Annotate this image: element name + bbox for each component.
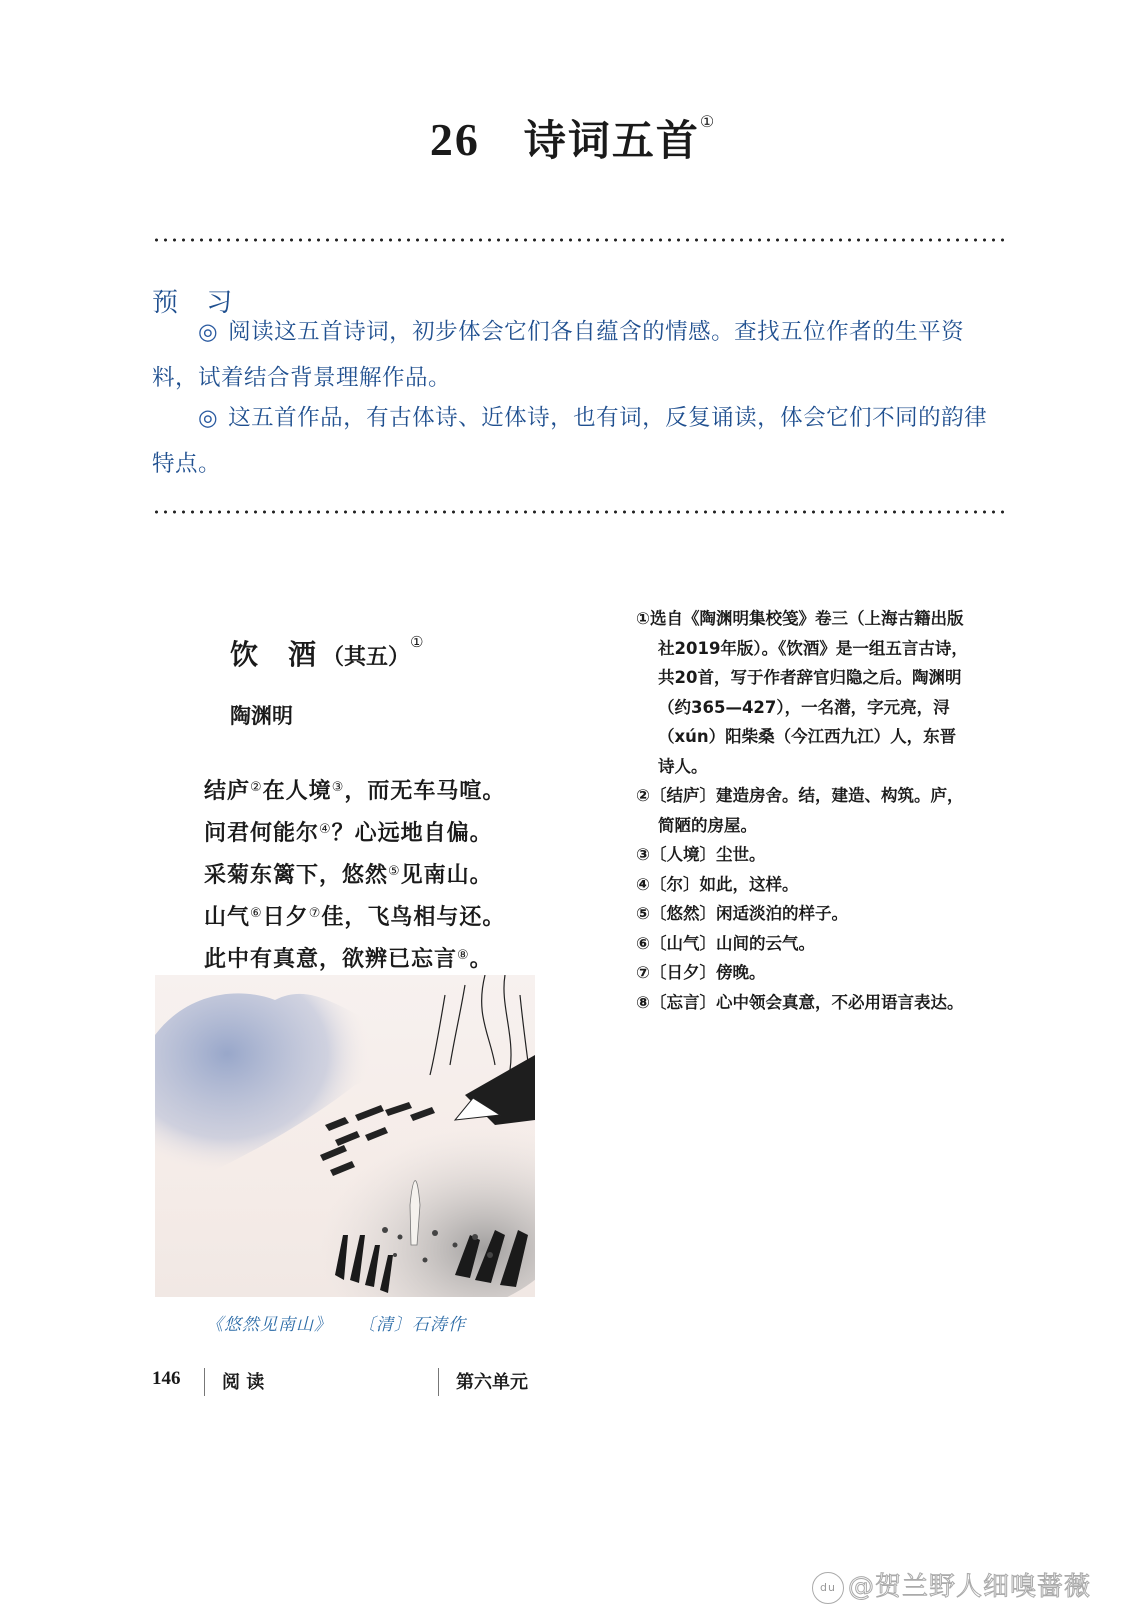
double-circle-icon: ◎: [198, 405, 219, 431]
footnote-4: ④〔尔〕如此，这样。: [636, 874, 799, 894]
caption-title: 《悠然见南山》: [206, 1315, 332, 1335]
footnote-2: ②〔结庐〕建造房舍。结，建造、构筑。庐，简陋的房屋。: [636, 786, 964, 835]
landscape-painting-icon: [155, 975, 535, 1297]
poem-author: 陶渊明: [230, 704, 293, 728]
poem-title: 饮 酒 （其五）①: [230, 633, 424, 671]
poem-line: 采菊东篱下，悠然⑤见南山。: [204, 863, 493, 888]
footnote-ref: ①: [410, 633, 424, 651]
poem-line: 问君何能尔④？心远地自偏。: [204, 821, 493, 846]
footer-divider: [438, 1368, 439, 1396]
poem-body: [204, 771, 505, 981]
lesson-title-text: 诗词五首: [523, 116, 700, 165]
footnote-7: ⑦〔日夕〕傍晚。: [636, 963, 766, 982]
double-circle-icon: ◎: [198, 319, 219, 345]
footnote-5: ⑤〔悠然〕闲适淡泊的样子。: [636, 904, 848, 923]
page-number: 146: [152, 1368, 181, 1389]
preview-paragraph-2: ◎ 这五首作品，有古体诗、近体诗，也有词，反复诵读，体会它们不同的韵律特点。: [152, 405, 988, 477]
dotted-divider: [152, 238, 1007, 242]
footnote-3: ③〔人境〕尘世。: [636, 845, 766, 864]
lesson-number: 26: [429, 114, 480, 165]
footnote-ref: ①: [699, 112, 717, 131]
footnote-1: ①选自《陶渊明集校笺》卷三（上海古籍出版社2019年版）。《饮酒》是一组五言古诗，共20首，写于作者辞官归隐之后。陶渊明（约365—427），一名潜，字元亮，浔（xún）阳柴桑（今江西九江）人，东晋诗人。: [636, 609, 968, 776]
baidu-paw-icon: du: [812, 1572, 844, 1604]
footnote-6: ⑥〔山气〕山间的云气。: [636, 933, 815, 953]
poem-line: 此中有真意，欲辨已忘言⑧。: [204, 947, 493, 972]
painting-caption: [206, 1310, 466, 1335]
footer-divider: [204, 1368, 205, 1396]
preview-heading: 预 习: [152, 288, 243, 318]
poem-line: 结庐②在人境③，而无车马喧。: [204, 779, 506, 804]
ink-painting-illustration: [155, 975, 535, 1297]
footnotes: [636, 604, 968, 1017]
watermark: du @贺兰野人细嗅蔷薇: [812, 1566, 1091, 1604]
footer-section: 阅 读: [222, 1372, 265, 1393]
preview-paragraph-1: ◎ 阅读这五首诗词，初步体会它们各自蕴含的情感。查找五位作者的生平资料，试着结合背景理解作品。: [152, 319, 965, 391]
dotted-divider: [152, 510, 1007, 514]
poem-line: 山气⑥日夕⑦佳，飞鸟相与还。: [204, 905, 506, 930]
footnote-8: ⑧〔忘言〕心中领会真意，不必用语言表达。: [636, 992, 964, 1012]
footer-unit: 第六单元: [456, 1372, 528, 1393]
caption-author: 〔清〕石涛作: [358, 1315, 466, 1335]
lesson-title: [0, 108, 1146, 168]
